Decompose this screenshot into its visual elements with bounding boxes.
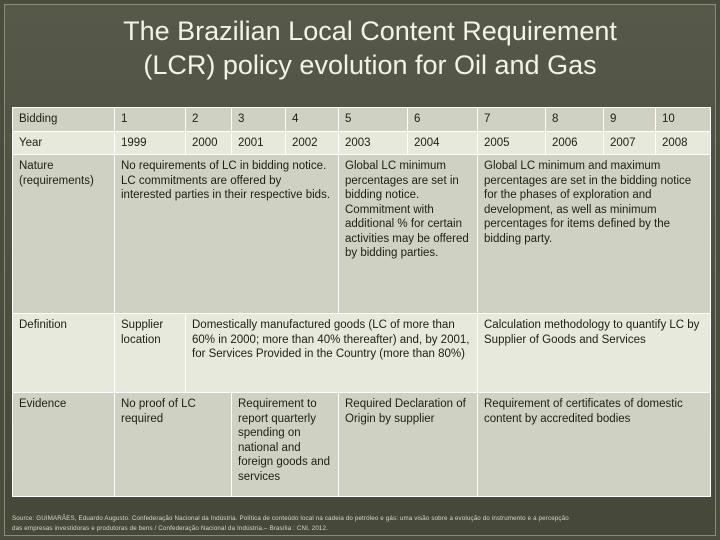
row-label-evidence: Evidence — [13, 393, 115, 497]
evidence-certificates: Requirement of certificates of domestic content by accredited bodies — [478, 393, 711, 497]
bidding-cell: 1 — [115, 108, 186, 132]
bidding-cell: 4 — [286, 108, 339, 132]
year-cell: 2000 — [186, 131, 232, 155]
nature-period-2003-2004: Global LC minimum percentages are set in bidding notice. Commitment with additional % for certain activities may be offered by bidding parties. — [339, 155, 478, 314]
bidding-cell: 9 — [604, 108, 656, 132]
year-cell: 2004 — [408, 131, 478, 155]
source-line-1: Source: GUIMARÃES, Eduardo Augusto. Confederação Nacional da Indústria. Política de conteúdo local na cadeia do petróleo e gás: uma visão sobre a evolução do instrumento e a percepção — [12, 515, 569, 522]
title-line-1: The Brazilian Local Content Requirement — [123, 16, 617, 46]
nature-row — [13, 155, 711, 314]
lcr-table — [12, 107, 711, 497]
year-cell: 2008 — [656, 131, 711, 155]
year-cell: 2003 — [339, 131, 408, 155]
year-cell: 2002 — [286, 131, 339, 155]
bidding-cell: 2 — [186, 108, 232, 132]
definition-row — [13, 314, 711, 393]
year-cell: 2007 — [604, 131, 656, 155]
bidding-cell: 6 — [408, 108, 478, 132]
bidding-cell: 8 — [546, 108, 604, 132]
evidence-row — [13, 393, 711, 497]
source-line-2: das empresas investidoras e produtoras de bens / Confederação Nacional da Indústria.– Brasília : CNI, 2012. — [12, 525, 328, 532]
definition-domestic-goods: Domestically manufactured goods (LC of more than 60% in 2000; more than 40% thereafter) and, by 2001, for Services Provided in the Country (more than 80%) — [186, 314, 478, 393]
evidence-no-proof: No proof of LC required — [115, 393, 232, 497]
year-cell: 2005 — [478, 131, 546, 155]
year-row — [13, 131, 711, 155]
source-citation — [12, 514, 710, 534]
row-label-year: Year — [13, 131, 115, 155]
row-label-bidding: Bidding — [13, 108, 115, 132]
evidence-quarterly-report: Requirement to report quarterly spending on national and foreign goods and services — [232, 393, 339, 497]
bidding-cell: 7 — [478, 108, 546, 132]
evidence-declaration-origin: Required Declaration of Origin by supplier — [339, 393, 478, 497]
bidding-row — [13, 108, 711, 132]
title-line-2: (LCR) policy evolution for Oil and Gas — [143, 50, 597, 80]
year-cell: 2001 — [232, 131, 286, 155]
bidding-cell: 10 — [656, 108, 711, 132]
row-label-definition: Definition — [13, 314, 115, 393]
row-label-nature: Nature (requirements) — [13, 155, 115, 314]
definition-methodology: Calculation methodology to quantify LC by Supplier of Goods and Services — [478, 314, 711, 393]
nature-period-2005-2008: Global LC minimum and maximum percentages are set in the bidding notice for the phases of exploration and development, as well as minimum percentages for items defined by the bidding party. — [478, 155, 711, 314]
slide-title — [60, 14, 680, 82]
year-cell: 1999 — [115, 131, 186, 155]
bidding-cell: 3 — [232, 108, 286, 132]
definition-supplier-location: Supplier location — [115, 314, 186, 393]
bidding-cell: 5 — [339, 108, 408, 132]
nature-period-1999-2002: No requirements of LC in bidding notice. LC commitments are offered by interested parties in their respective bids. — [115, 155, 339, 314]
year-cell: 2006 — [546, 131, 604, 155]
